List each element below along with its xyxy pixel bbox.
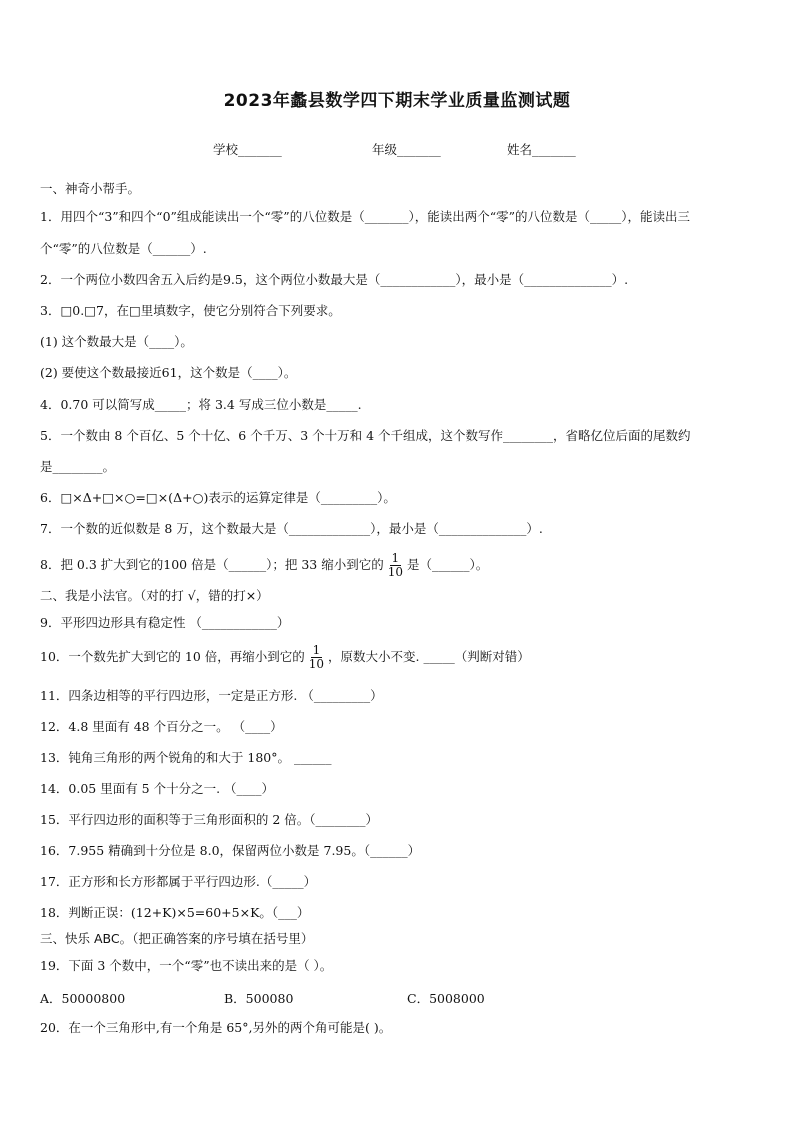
question-1-line-2: 个“零”的八位数是（______）. — [40, 241, 207, 256]
question-4: 4．0.70 可以简写成_____；将 3.4 写成三位小数是_____. — [40, 397, 362, 412]
section-2-heading: 二、我是小法官。（对的打 √，错的打×） — [40, 588, 269, 603]
section-3-heading: 三、快乐 ABC。（把正确答案的序号填在括号里） — [40, 931, 314, 946]
question-18: 18．判断正误：(12+K)×5=60+5×K。（___） — [40, 905, 310, 920]
page-title: 2023年蠡县数学四下期末学业质量监测试题 — [223, 91, 571, 111]
question-9: 9．平形四边形具有稳定性 （____________） — [40, 615, 290, 630]
question-12: 12．4.8 里面有 48 个百分之一。 （____） — [40, 719, 283, 734]
question-3-part-1: (1) 这个数最大是（____）。 — [40, 334, 193, 349]
school-field: 学校_______ — [213, 142, 282, 157]
question-19-option-a: A．50000800 — [40, 991, 126, 1006]
question-5-line-2: 是________。 — [40, 459, 116, 474]
question-3-part-2: (2) 要使这个数最接近61，这个数是（____）。 — [40, 365, 297, 380]
grade-field: 年级_______ — [372, 142, 441, 157]
question-1-line-1: 1．用四个“3”和四个“0”组成能读出一个“零”的八位数是（_______），能读出两个“零”的八位数是（_____），能读出三 — [40, 209, 690, 224]
question-20: 20．在一个三角形中,有一个角是 65°,另外的两个角可能是( )。 — [40, 1020, 392, 1035]
question-14: 14．0.05 里面有 5 个十分之一. （____） — [40, 781, 275, 796]
fraction-denominator: 10 — [308, 657, 325, 671]
section-1-heading: 一、神奇小帮手。 — [40, 181, 141, 196]
fraction-one-tenth — [307, 644, 326, 671]
question-10 — [40, 643, 530, 671]
question-16: 16．7.955 精确到十分位是 8.0，保留两位小数是 7.95。（______） — [40, 843, 421, 858]
question-3: 3．□0.□7，在□里填数字，使它分别符合下列要求。 — [40, 303, 341, 318]
fraction-numerator: 1 — [391, 551, 400, 565]
fraction-numerator: 1 — [312, 643, 321, 657]
question-15: 15．平行四边形的面积等于三角形面积的 2 倍。（________） — [40, 812, 379, 827]
question-19-option-b: B．500080 — [224, 991, 294, 1006]
name-field: 姓名_______ — [507, 142, 576, 157]
question-2: 2．一个两位小数四舍五入后约是9.5，这个两位小数最大是（____________），最小是（______________）. — [40, 272, 629, 287]
question-8-text-post: 是（______）。 — [407, 557, 489, 572]
question-13: 13．钝角三角形的两个锐角的和大于 180°。 ______ — [40, 750, 332, 765]
question-8 — [40, 551, 488, 579]
question-11: 11．四条边相等的平行四边形，一定是正方形. （_________） — [40, 688, 383, 703]
question-19-option-c: C．5008000 — [407, 991, 485, 1006]
question-10-text-pre: 10．一个数先扩大到它的 10 倍，再缩小到它的 — [40, 649, 305, 664]
question-5-line-1: 5．一个数由 8 个百亿、5 个十亿、6 个千万、3 个十万和 4 个千组成，这个数写作________，省略亿位后面的尾数约 — [40, 428, 691, 443]
fraction-denominator: 10 — [387, 565, 403, 579]
question-17: 17．正方形和长方形都属于平行四边形.（_____） — [40, 874, 317, 889]
question-7: 7．一个数的近似数是 8 万，这个数最大是（_____________），最小是（______________）. — [40, 521, 543, 536]
question-10-text-post: ，原数大小不变. _____（判断对错） — [328, 649, 530, 664]
question-19: 19．下面 3 个数中，一个“零”也不读出来的是（ ）。 — [40, 958, 333, 973]
question-8-text-pre: 8．把 0.3 扩大到它的100 倍是（______）；把 33 缩小到它的 — [40, 557, 384, 572]
question-6: 6．□×Δ+□×○=□×(Δ+○)表示的运算定律是（_________）。 — [40, 490, 396, 505]
fraction-one-tenth — [386, 552, 405, 579]
